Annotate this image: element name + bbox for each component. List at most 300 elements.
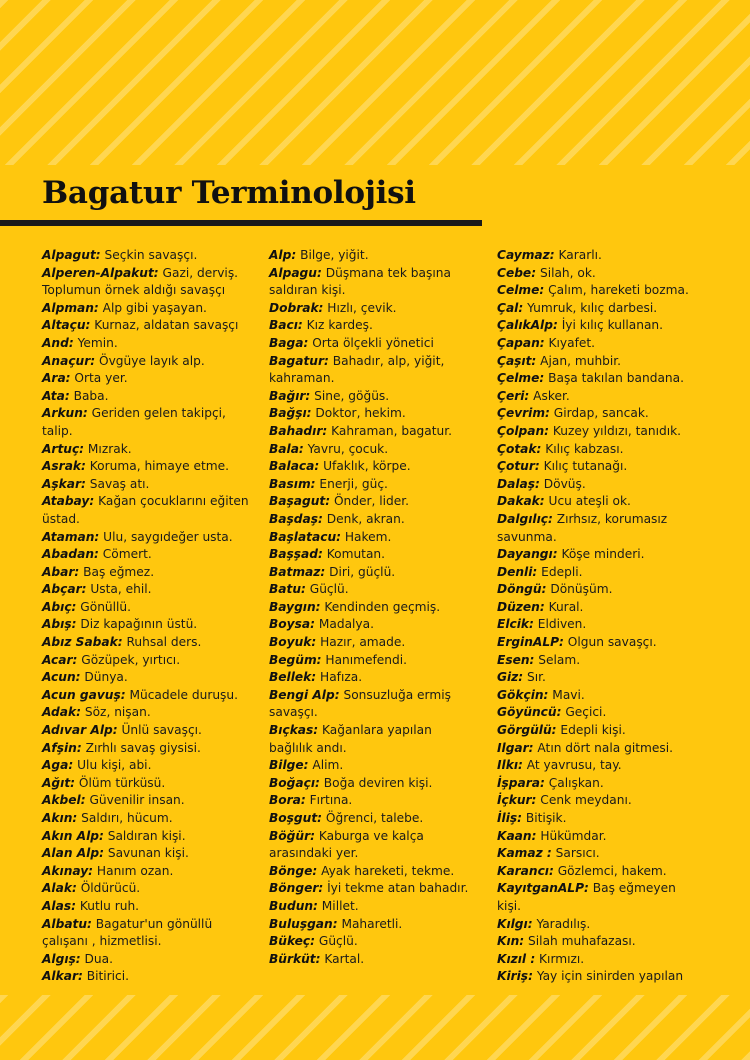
- glossary-entry: [269, 616, 479, 634]
- glossary-entry: [42, 687, 250, 705]
- glossary-definition: Seçkin savaşçı.: [100, 248, 198, 262]
- glossary-entry: [42, 634, 250, 652]
- glossary-definition: Kılıç tutanağı.: [539, 459, 628, 474]
- glossary-term: Düzen:: [497, 599, 545, 614]
- glossary-term: Dalgılıç:: [497, 511, 553, 526]
- glossary-term: Kılgı:: [497, 916, 533, 931]
- glossary-entry: [497, 335, 697, 353]
- glossary-definition: Geçici.: [561, 705, 607, 720]
- glossary-definition: Yay için sinirden yapılan: [532, 969, 684, 984]
- glossary-definition: Edepli.: [537, 564, 583, 579]
- glossary-entry: [497, 669, 697, 687]
- glossary-definition: Ucu ateşli ok.: [544, 494, 631, 509]
- glossary-entry: [269, 634, 479, 652]
- glossary-definition: Kural.: [544, 599, 584, 614]
- glossary-definition: Alp gibi yaşayan.: [98, 300, 207, 315]
- glossary-entry: [42, 599, 250, 617]
- glossary-term: Çelme:: [497, 371, 545, 386]
- glossary-term: Kın:: [497, 934, 525, 949]
- glossary-entry: [269, 493, 479, 511]
- glossary-entry: [269, 880, 479, 898]
- glossary-term: Kiriş:: [497, 969, 533, 984]
- glossary-term: Basım:: [269, 476, 316, 491]
- glossary-term: Arkun:: [42, 406, 88, 421]
- glossary-entry: [42, 564, 250, 582]
- glossary-definition: Kuzey yıldızı, tanıdık.: [549, 423, 682, 438]
- glossary-definition: Geriden gelen takipçi, talip.: [42, 406, 226, 438]
- glossary-page: [0, 165, 750, 995]
- glossary-definition: Hazır, amade.: [316, 635, 406, 650]
- glossary-term: And:: [42, 335, 74, 350]
- glossary-term: Akbel:: [42, 793, 86, 808]
- glossary-entry: [497, 880, 697, 915]
- glossary-term: Ağıt:: [42, 775, 76, 790]
- glossary-term: Aga:: [42, 758, 74, 773]
- glossary-entry: [497, 511, 697, 546]
- glossary-term: Bacı:: [269, 318, 303, 333]
- glossary-entry: [42, 863, 250, 881]
- glossary-definition: Atın dört nala gitmesi.: [533, 740, 673, 755]
- glossary-term: Bellek:: [269, 670, 317, 685]
- glossary-term: İliş:: [497, 811, 523, 825]
- glossary-entry: [497, 634, 697, 652]
- glossary-term: Anaçur:: [42, 353, 96, 368]
- glossary-term: Abadan:: [42, 547, 99, 562]
- glossary-definition: Hanımefendi.: [321, 652, 408, 667]
- glossary-term: Alak:: [42, 881, 77, 896]
- glossary-definition: Madalya.: [314, 617, 374, 632]
- glossary-entry: [497, 370, 697, 388]
- glossary-definition: Kurnaz, aldatan savaşçı: [90, 318, 239, 333]
- glossary-definition: Baş eğmez.: [79, 564, 155, 579]
- glossary-term: Caymaz:: [497, 248, 555, 262]
- glossary-entry: [42, 458, 250, 476]
- glossary-term: Boyuk:: [269, 635, 317, 650]
- glossary-definition: Hızlı, çevik.: [323, 300, 397, 315]
- glossary-term: Döngü:: [497, 582, 547, 597]
- glossary-definition: Köşe minderi.: [557, 547, 645, 562]
- glossary-term: KayıtganALP:: [497, 881, 589, 896]
- glossary-definition: Sarsıcı.: [551, 846, 600, 861]
- glossary-entry: [42, 388, 250, 406]
- glossary-definition: Gönüllü.: [76, 599, 132, 614]
- glossary-definition: Olgun savaşçı.: [563, 635, 657, 650]
- glossary-term: Kızıl :: [497, 951, 536, 966]
- glossary-term: Başlatacu:: [269, 529, 341, 544]
- glossary-entry: [497, 704, 697, 722]
- glossary-entry: [269, 247, 479, 265]
- glossary-term: Elcik:: [497, 617, 534, 632]
- glossary-definition: Sır.: [523, 670, 546, 685]
- glossary-entry: [497, 652, 697, 670]
- glossary-entry: [269, 388, 479, 406]
- glossary-term: Karancı:: [497, 863, 554, 878]
- glossary-entry: [269, 564, 479, 582]
- glossary-term: Altaçu:: [42, 318, 91, 333]
- glossary-entry: [497, 792, 697, 810]
- glossary-definition: Öldürücü.: [76, 881, 141, 896]
- glossary-term: Bağır:: [269, 388, 311, 403]
- glossary-term: Bönge:: [269, 863, 318, 878]
- glossary-entry: [497, 933, 697, 951]
- glossary-entry: [42, 265, 250, 300]
- glossary-entry: [42, 810, 250, 828]
- glossary-entry: [269, 476, 479, 494]
- title-underline: [0, 220, 482, 226]
- glossary-term: Dalaş:: [497, 476, 540, 491]
- glossary-definition: Güvenilir insan.: [85, 793, 185, 808]
- glossary-entry: [497, 265, 697, 283]
- glossary-entry: [42, 669, 250, 687]
- glossary-definition: Kırmızı.: [535, 951, 585, 966]
- glossary-entry: [42, 740, 250, 758]
- glossary-term: Çal:: [497, 300, 524, 315]
- glossary-entry: [269, 511, 479, 529]
- glossary-definition: İyi tekme atan bahadır.: [323, 881, 469, 896]
- glossary-term: Kamaz :: [497, 846, 552, 861]
- glossary-definition: Koruma, himaye etme.: [85, 459, 230, 474]
- glossary-term: Adıvar Alp:: [42, 723, 118, 738]
- glossary-entry: [497, 951, 697, 969]
- glossary-term: Çapan:: [497, 335, 545, 350]
- glossary-definition: Kılıç kabzası.: [541, 441, 624, 456]
- glossary-entry: [42, 529, 250, 547]
- glossary-term: Giz:: [497, 670, 524, 685]
- glossary-entry: [497, 916, 697, 934]
- glossary-definition: Mücadele duruşu.: [125, 687, 238, 702]
- glossary-term: Bengi Alp:: [269, 687, 340, 702]
- glossary-definition: Ajan, muhbir.: [536, 353, 622, 368]
- glossary-definition: Yaradılış.: [532, 916, 591, 931]
- glossary-entry: [497, 405, 697, 423]
- glossary-definition: Övgüye layık alp.: [95, 353, 205, 368]
- glossary-entry: [269, 581, 479, 599]
- glossary-entry: [42, 335, 250, 353]
- glossary-definition: Eldiven.: [533, 617, 587, 632]
- glossary-definition: Sonsuzluğa ermiş savaşçı.: [269, 687, 451, 720]
- glossary-definition: Boğa deviren kişi.: [319, 775, 433, 790]
- glossary-term: Ata:: [42, 388, 70, 403]
- glossary-definition: Dönüşüm.: [546, 582, 613, 597]
- glossary-term: Ilgar:: [497, 740, 534, 755]
- glossary-entry: [42, 476, 250, 494]
- glossary-definition: Diri, güçlü.: [325, 564, 396, 579]
- glossary-definition: Ulu, saygıdeğer usta.: [99, 529, 233, 544]
- glossary-term: Alkar:: [42, 969, 83, 984]
- glossary-entry: [42, 370, 250, 388]
- glossary-column-1: [42, 247, 250, 986]
- glossary-term: Esen:: [497, 652, 535, 667]
- glossary-definition: Ölüm türküsü.: [75, 775, 166, 790]
- glossary-term: Çotak:: [497, 441, 542, 456]
- glossary-definition: Mavi.: [548, 687, 585, 702]
- glossary-term: Budun:: [269, 898, 318, 913]
- glossary-entry: [42, 616, 250, 634]
- glossary-term: Baga:: [269, 335, 309, 350]
- glossary-term: Göyüncü:: [497, 705, 562, 720]
- glossary-definition: Fırtına.: [305, 793, 353, 808]
- glossary-definition: Bilge, yiğit.: [296, 248, 369, 262]
- glossary-entry: [269, 652, 479, 670]
- glossary-definition: Kağanlara yapılan bağlılık andı.: [269, 723, 432, 755]
- glossary-entry: [497, 300, 697, 318]
- glossary-entry: [42, 880, 250, 898]
- glossary-definition: Enerji, güç.: [315, 476, 388, 491]
- glossary-definition: Gazi, derviş. Toplumun örnek aldığı savaşçı: [42, 265, 239, 298]
- glossary-entry: [497, 757, 697, 775]
- glossary-entry: [42, 722, 250, 740]
- glossary-term: Alan Alp:: [42, 846, 104, 861]
- glossary-definition: Ulu kişi, abi.: [73, 758, 152, 773]
- glossary-entry: [497, 476, 697, 494]
- glossary-definition: Millet.: [317, 898, 359, 913]
- glossary-entry: [497, 968, 697, 986]
- glossary-definition: Sine, göğüs.: [310, 388, 390, 403]
- glossary-term: Begüm:: [269, 652, 322, 667]
- decorative-stripes-top: [0, 0, 750, 165]
- glossary-entry: [269, 933, 479, 951]
- glossary-definition: Zırhlı savaş giysisi.: [81, 740, 201, 755]
- glossary-definition: Bitirici.: [82, 969, 129, 984]
- glossary-entry: [269, 529, 479, 547]
- glossary-definition: Hanım ozan.: [93, 863, 174, 878]
- glossary-entry: [269, 722, 479, 757]
- glossary-definition: Bitişik.: [522, 811, 567, 825]
- glossary-entry: [42, 775, 250, 793]
- glossary-entry: [269, 828, 479, 863]
- glossary-term: Bağşı:: [269, 406, 312, 421]
- glossary-term: Asrak:: [42, 459, 86, 474]
- glossary-definition: Baş eğmeyen kişi.: [497, 881, 676, 913]
- glossary-definition: Mızrak.: [84, 441, 132, 456]
- glossary-term: Bahadır:: [269, 423, 328, 438]
- glossary-definition: Dövüş.: [539, 476, 586, 491]
- glossary-entry: [497, 810, 697, 828]
- glossary-entry: [497, 247, 697, 265]
- glossary-definition: Kutlu ruh.: [75, 898, 140, 913]
- glossary-definition: Düşmana tek başına saldıran kişi.: [269, 265, 451, 298]
- glossary-definition: Asker.: [529, 388, 570, 403]
- glossary-definition: Doktor, hekim.: [311, 406, 406, 421]
- glossary-entry: [42, 792, 250, 810]
- glossary-term: Dayangı:: [497, 547, 558, 562]
- glossary-term: Afşin:: [42, 740, 82, 755]
- glossary-term: Başşad:: [269, 547, 323, 562]
- glossary-definition: Güçlü.: [305, 582, 349, 597]
- glossary-term: Alpman:: [42, 300, 99, 315]
- glossary-term: Ilkı:: [497, 758, 523, 773]
- glossary-definition: Kaburga ve kalça arasındaki yer.: [269, 828, 424, 861]
- glossary-entry: [269, 546, 479, 564]
- glossary-definition: Hakem.: [341, 529, 392, 544]
- glossary-definition: Öğrenci, talebe.: [322, 811, 424, 825]
- glossary-entry: [497, 388, 697, 406]
- glossary-entry: [42, 581, 250, 599]
- glossary-definition: Yumruk, kılıç darbesi.: [523, 300, 658, 315]
- glossary-definition: Başa takılan bandana.: [544, 371, 684, 386]
- glossary-term: Bönger:: [269, 881, 324, 896]
- glossary-entry: [269, 265, 479, 300]
- glossary-entry: [497, 599, 697, 617]
- glossary-definition: Selam.: [534, 652, 581, 667]
- glossary-definition: Kağan çocuklarını eğiten üstad.: [42, 494, 249, 526]
- glossary-entry: [497, 845, 697, 863]
- glossary-term: Ara:: [42, 371, 71, 386]
- glossary-definition: Silah muhafazası.: [524, 934, 636, 949]
- glossary-term: Bükeç:: [269, 934, 316, 949]
- glossary-entry: [497, 493, 697, 511]
- glossary-entry: [42, 317, 250, 335]
- glossary-term: İşpara:: [497, 775, 545, 790]
- glossary-definition: Komutan.: [322, 547, 386, 562]
- glossary-definition: Bagatur'un gönüllü çalışanı , hizmetlisi.: [42, 916, 213, 949]
- glossary-term: İçkur:: [497, 793, 537, 808]
- glossary-definition: Maharetli.: [337, 916, 403, 931]
- glossary-entry: [42, 300, 250, 318]
- glossary-definition: Cömert.: [98, 547, 152, 562]
- glossary-definition: Bahadır, alp, yiğit, kahraman.: [269, 353, 445, 386]
- glossary-entry: [269, 599, 479, 617]
- glossary-entry: [497, 687, 697, 705]
- glossary-entry: [269, 951, 479, 969]
- page-title: Bagatur Terminolojisi: [42, 175, 416, 211]
- glossary-definition: Kararlı.: [554, 248, 602, 262]
- glossary-definition: İyi kılıç kullanan.: [557, 318, 664, 333]
- glossary-entry: [497, 740, 697, 758]
- glossary-definition: Kendinden geçmiş.: [320, 599, 441, 614]
- glossary-definition: At yavrusu, tay.: [522, 758, 622, 773]
- glossary-term: Aşkar:: [42, 476, 86, 491]
- glossary-definition: Dünya.: [80, 670, 128, 685]
- glossary-entry: [497, 423, 697, 441]
- glossary-entry: [42, 353, 250, 371]
- glossary-definition: Hükümdar.: [536, 828, 607, 843]
- glossary-definition: Kız kardeş.: [302, 318, 373, 333]
- glossary-term: Çolpan:: [497, 423, 549, 438]
- glossary-entry: [269, 792, 479, 810]
- glossary-entry: [497, 581, 697, 599]
- glossary-definition: Orta yer.: [70, 371, 128, 386]
- glossary-term: Acun gavuş:: [42, 687, 126, 702]
- glossary-definition: Kahraman, bagatur.: [327, 423, 453, 438]
- glossary-entry: [42, 493, 250, 528]
- glossary-term: Ataman:: [42, 529, 100, 544]
- glossary-definition: Savaş atı.: [85, 476, 150, 491]
- glossary-entry: [42, 704, 250, 722]
- glossary-entry: [42, 898, 250, 916]
- glossary-definition: Dua.: [80, 951, 113, 966]
- glossary-term: Batmaz:: [269, 564, 326, 579]
- glossary-entry: [497, 317, 697, 335]
- glossary-entry: [42, 916, 250, 951]
- glossary-definition: Zırhsız, korumasız savunma.: [497, 511, 668, 544]
- glossary-entry: [497, 722, 697, 740]
- glossary-definition: Orta ölçekli yönetici: [308, 335, 434, 350]
- glossary-entry: [497, 616, 697, 634]
- decorative-stripes-bottom: [0, 995, 750, 1060]
- glossary-term: Boysa:: [269, 617, 315, 632]
- glossary-term: Çaşıt:: [497, 353, 537, 368]
- glossary-entry: [269, 810, 479, 828]
- glossary-term: Cebe:: [497, 265, 537, 280]
- glossary-entry: [497, 564, 697, 582]
- glossary-term: Adak:: [42, 705, 81, 720]
- glossary-term: Görgülü:: [497, 723, 557, 738]
- glossary-term: Abıç:: [42, 599, 77, 614]
- glossary-term: Buluşgan:: [269, 916, 338, 931]
- glossary-term: Kaan:: [497, 828, 537, 843]
- glossary-term: Abız Sabak:: [42, 635, 123, 650]
- glossary-definition: Önder, lider.: [330, 494, 410, 509]
- glossary-definition: Usta, ehil.: [86, 582, 152, 597]
- glossary-term: Denli:: [497, 564, 538, 579]
- glossary-term: Dobrak:: [269, 300, 324, 315]
- glossary-term: Alas:: [42, 898, 76, 913]
- glossary-entry: [269, 300, 479, 318]
- glossary-entry: [269, 916, 479, 934]
- glossary-definition: Savunan kişi.: [103, 846, 189, 861]
- glossary-entry: [42, 968, 250, 986]
- glossary-entry: [42, 951, 250, 969]
- glossary-term: Alpagut:: [42, 248, 101, 262]
- glossary-definition: Baba.: [69, 388, 109, 403]
- glossary-entry: [497, 546, 697, 564]
- glossary-column-2: [269, 247, 479, 968]
- glossary-term: Artuç:: [42, 441, 85, 456]
- glossary-term: Bilge:: [269, 758, 309, 773]
- glossary-term: Batu:: [269, 582, 306, 597]
- glossary-term: Atabay:: [42, 494, 95, 509]
- glossary-term: Akın:: [42, 811, 78, 825]
- glossary-term: Bürküt:: [269, 951, 321, 966]
- glossary-definition: Kıyafet.: [544, 335, 596, 350]
- glossary-term: Bagatur:: [269, 353, 329, 368]
- glossary-entry: [497, 441, 697, 459]
- glossary-entry: [269, 353, 479, 388]
- glossary-definition: Saldırı, hücum.: [77, 811, 173, 825]
- glossary-definition: Denk, akran.: [322, 511, 405, 526]
- glossary-term: Alp:: [269, 248, 297, 262]
- glossary-entry: [42, 247, 250, 265]
- glossary-entry: [42, 828, 250, 846]
- glossary-term: ErginALP:: [497, 635, 564, 650]
- glossary-definition: Çalışkan.: [544, 775, 604, 790]
- glossary-entry: [269, 458, 479, 476]
- glossary-term: Baygın:: [269, 599, 321, 614]
- glossary-entry: [269, 687, 479, 722]
- glossary-term: Akınay:: [42, 863, 94, 878]
- glossary-term: Boğaçı:: [269, 775, 320, 790]
- glossary-entry: [269, 335, 479, 353]
- glossary-term: Gökçin:: [497, 687, 549, 702]
- glossary-entry: [269, 898, 479, 916]
- glossary-definition: Yemin.: [73, 335, 118, 350]
- glossary-term: Bıçkas:: [269, 723, 319, 738]
- glossary-definition: Söz, nişan.: [80, 705, 151, 720]
- glossary-term: Akın Alp:: [42, 828, 104, 843]
- glossary-definition: Girdap, sancak.: [549, 406, 649, 421]
- glossary-definition: Çalım, hareketi bozma.: [544, 283, 689, 298]
- glossary-entry: [269, 775, 479, 793]
- glossary-entry: [269, 757, 479, 775]
- glossary-entry: [269, 317, 479, 335]
- glossary-definition: Hafıza.: [316, 670, 363, 685]
- glossary-definition: Ünlü savaşçı.: [117, 723, 202, 738]
- glossary-term: Alpagu:: [269, 265, 322, 280]
- glossary-definition: Edepli kişi.: [556, 723, 626, 738]
- glossary-definition: Alim.: [308, 758, 344, 773]
- glossary-definition: Güçlü.: [315, 934, 358, 949]
